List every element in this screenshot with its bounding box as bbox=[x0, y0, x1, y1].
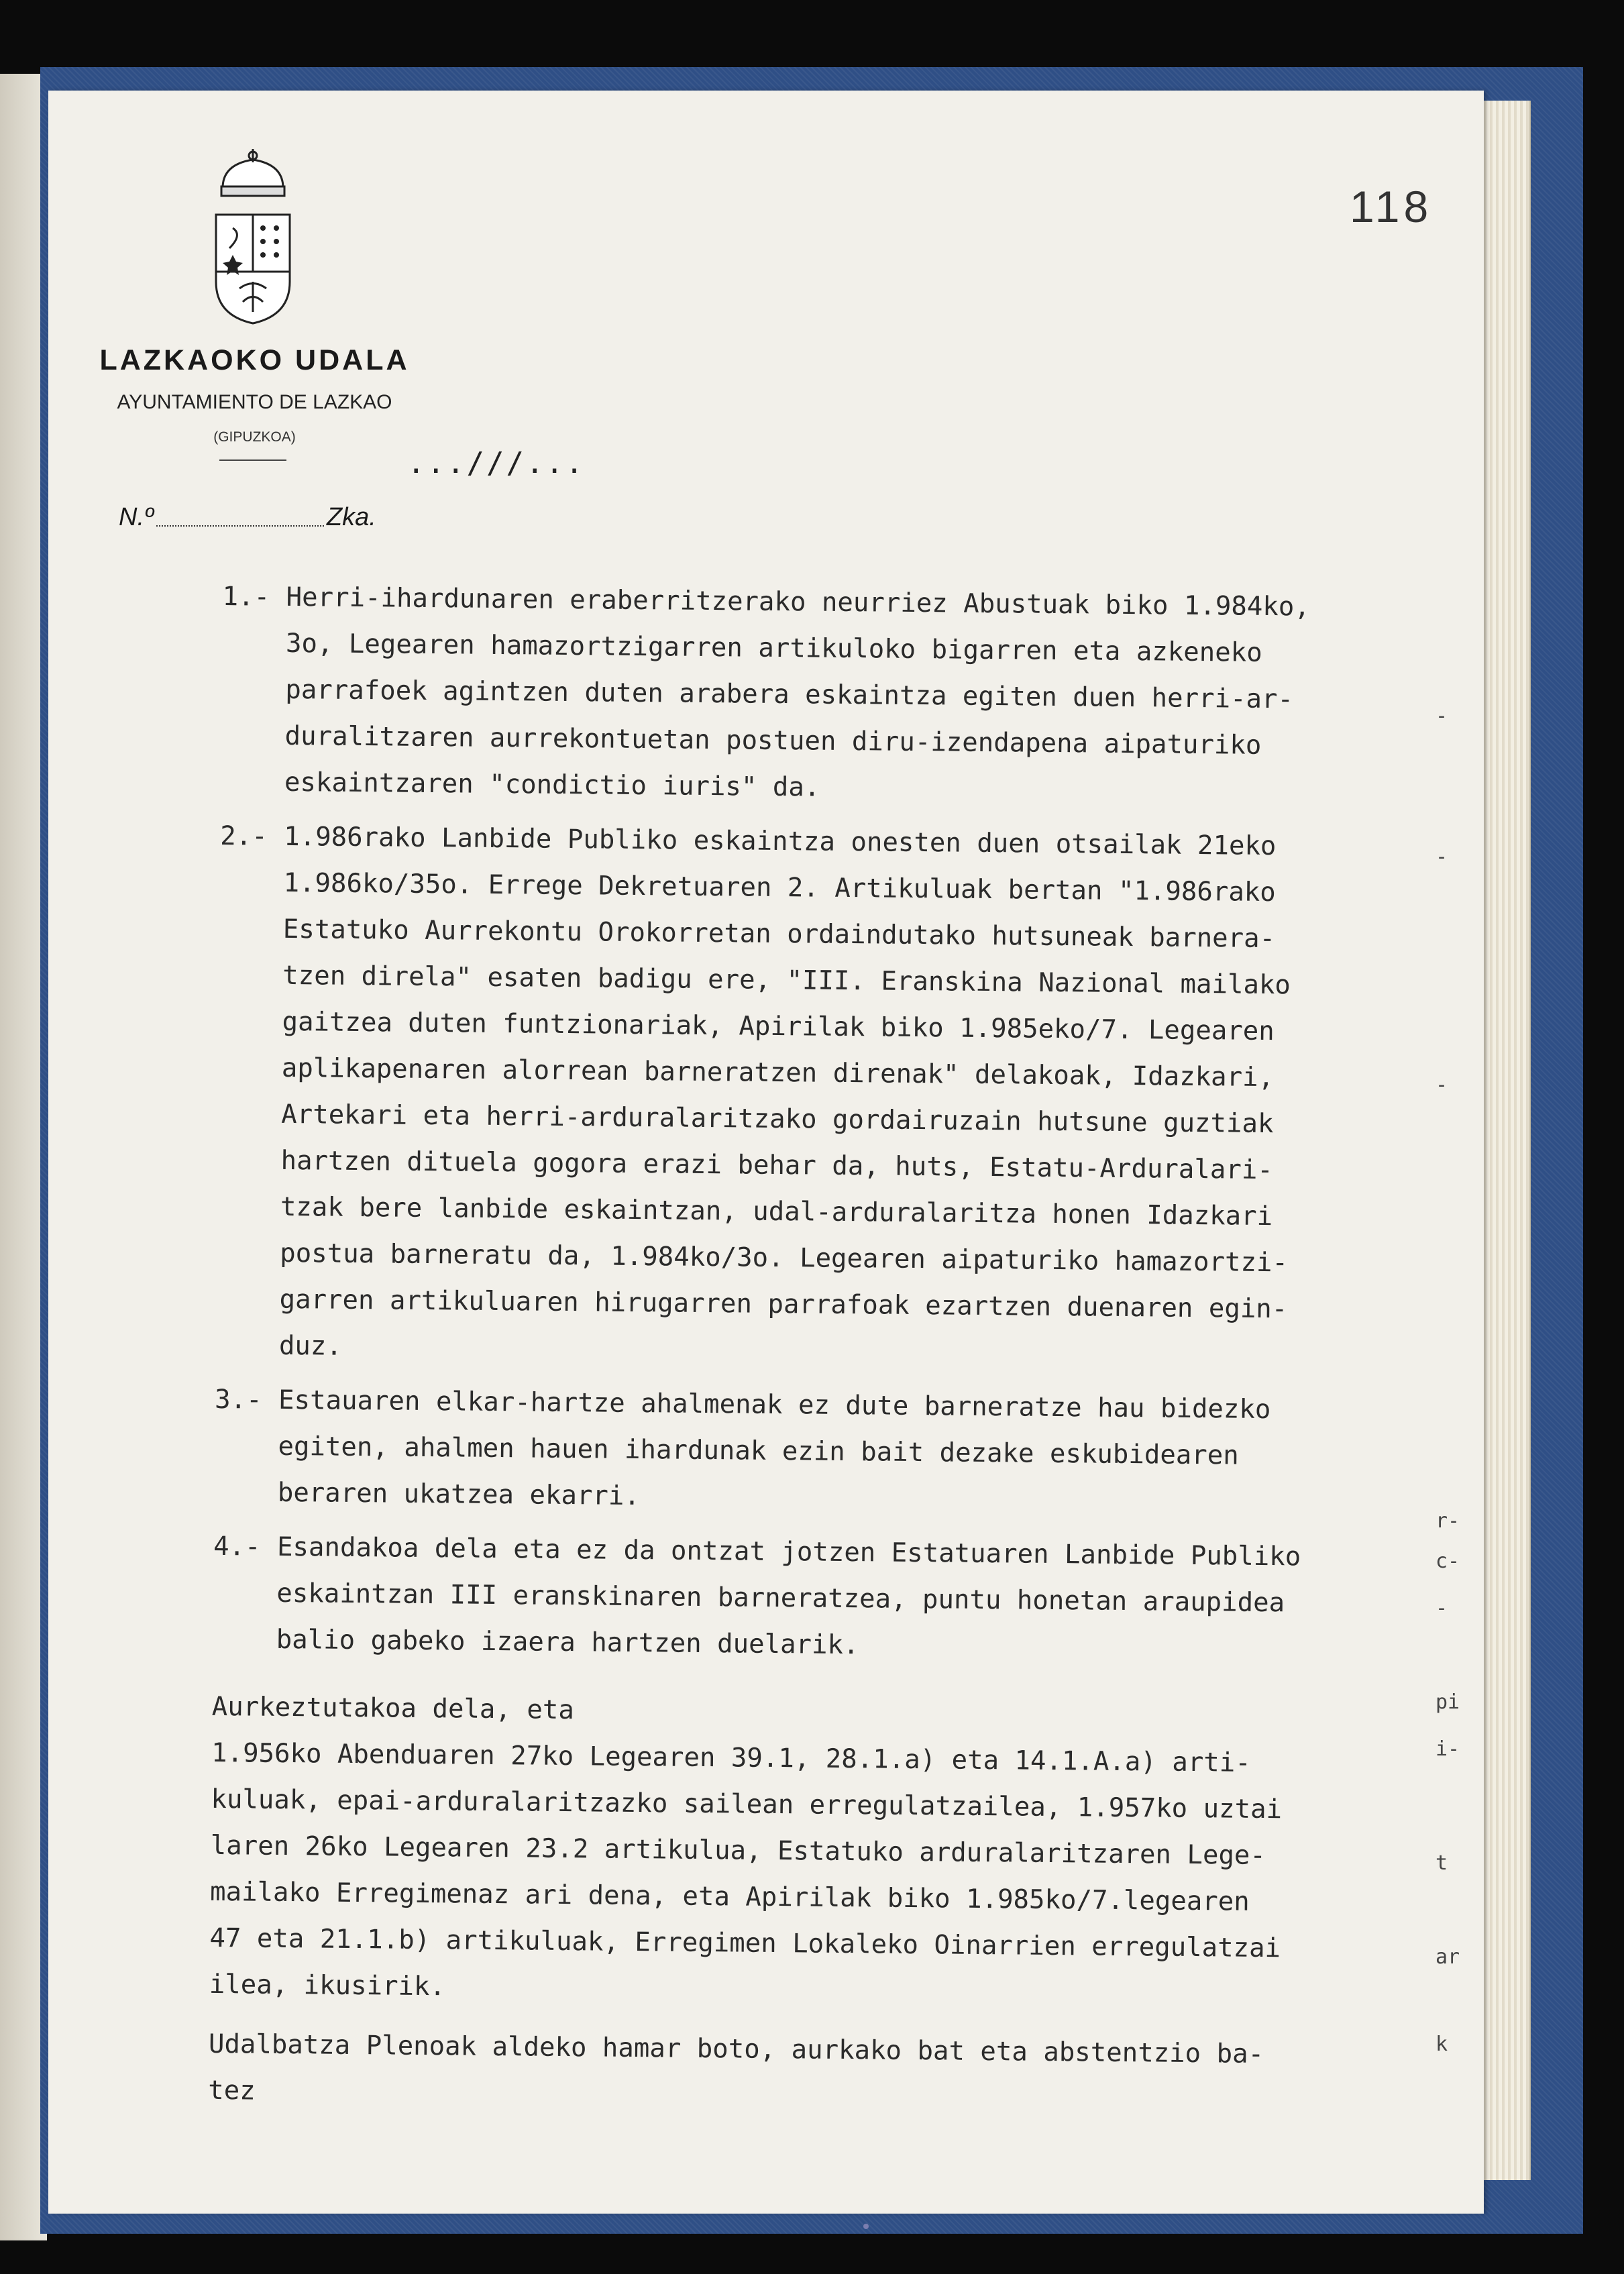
bleed-through-margin bbox=[1436, 604, 1509, 2147]
ink-speck bbox=[863, 2224, 869, 2229]
text-line: egiten, ahalmen hauen ihardunak ezin bait dezake eskubidearen bbox=[278, 1431, 1239, 1471]
municipality-subtitle: AYUNTAMIENTO DE LAZKAO bbox=[117, 391, 392, 413]
page-number: 118 bbox=[1350, 182, 1433, 231]
text-line: ilea, ikusirik. bbox=[209, 1969, 446, 2002]
item-number: 1.- bbox=[222, 581, 270, 612]
vote-line: tez bbox=[208, 2075, 256, 2106]
text-line: eskaintzan III eranskinaren barneratzea, puntu honetan araupidea bbox=[276, 1578, 1285, 1619]
text-line: hartzen dituela gogora erazi behar da, huts, Estatu-Arduralari- bbox=[280, 1145, 1273, 1186]
text-line: 1.986ko/35o. Errege Dekretuaren 2. Artikuluak bertan "1.986rako bbox=[283, 867, 1276, 908]
text-line: mailako Erregimenaz ari dena, eta Apirilak biko 1.985ko/7.legearen bbox=[209, 1876, 1250, 1917]
province-label: (GIPUZKOA) bbox=[213, 429, 296, 445]
document-page bbox=[48, 91, 1484, 2214]
text-line: tzen direla" esaten badigu ere, "III. Eranskina Nazional mailako bbox=[282, 960, 1291, 1001]
text-line: 3o, Legearen hamazortzigarren artikuloko bigarren eta azkeneko bbox=[285, 628, 1262, 668]
text-line: kuluak, epai-arduralaritzazko sailean erregulatzailea, 1.957ko uztai bbox=[211, 1784, 1283, 1825]
text-line: Herri-ihardunaren eraberritzerako neurriez Abustuak biko 1.984ko, bbox=[286, 582, 1311, 622]
margin-fragment: ar bbox=[1436, 1945, 1460, 1969]
item-number: 3.- bbox=[214, 1384, 262, 1415]
reference-blank bbox=[156, 525, 324, 527]
document-body bbox=[208, 574, 1511, 2126]
margin-fragment: - bbox=[1436, 704, 1448, 728]
margin-fragment: t bbox=[1436, 1851, 1448, 1875]
conclusion-block bbox=[208, 1684, 1500, 2126]
reference-suffix: Zka. bbox=[326, 503, 376, 531]
text-line: gaitzea duten funtzionariak, Apirilak biko 1.985eko/7. Legearen bbox=[282, 1006, 1275, 1047]
item-number: 4.- bbox=[213, 1531, 261, 1562]
margin-fragment: k bbox=[1436, 2033, 1448, 2056]
text-line: laren 26ko Legearen 23.2 artikulua, Estatuko arduralaritzaren Lege- bbox=[210, 1830, 1266, 1872]
vote-line: Udalbatza Plenoak aldeko hamar boto, aurkako bat eta abstentzio ba- bbox=[208, 2028, 1264, 2069]
text-line: duz. bbox=[278, 1330, 343, 1362]
text-line: parrafoek agintzen duten arabera eskaintza egiten duen herri-ar- bbox=[285, 674, 1294, 715]
numbered-item-4 bbox=[212, 1523, 1501, 1674]
margin-fragment: i- bbox=[1436, 1737, 1460, 1761]
continuation-mark: ...///... bbox=[407, 446, 586, 480]
numbered-item-3 bbox=[214, 1376, 1503, 1527]
text-line: Artekari eta herri-arduralaritzako gordairuzain hutsune guztiak bbox=[281, 1099, 1274, 1140]
municipality-name: LAZKAOKO UDALA bbox=[99, 344, 410, 376]
text-line: 1.956ko Abenduaren 27ko Legearen 39.1, 28.1.a) eta 14.1.A.a) arti- bbox=[211, 1737, 1251, 1778]
text-line: eskaintzaren "condictio iuris" da. bbox=[284, 767, 820, 803]
text-line: garren artikuluaren hirugarren parrafoak ezartzen duenaren egin- bbox=[279, 1284, 1288, 1325]
text-line: balio gabeko izaera hartzen duelarik. bbox=[276, 1624, 859, 1661]
margin-fragment: pi bbox=[1436, 1690, 1460, 1714]
numbered-item-2 bbox=[215, 813, 1509, 1380]
margin-fragment: r- bbox=[1436, 1509, 1460, 1533]
text-line: aplikapenaren alorrean barneratzen direnak" delakoak, Idazkari, bbox=[281, 1052, 1275, 1093]
reference-number-line bbox=[119, 503, 376, 532]
coat-of-arms-icon bbox=[203, 148, 303, 329]
margin-fragment: - bbox=[1436, 1596, 1448, 1620]
conclusion-intro: Aurkeztutakoa dela, eta bbox=[211, 1691, 575, 1726]
header-divider bbox=[219, 459, 286, 461]
text-line: 1.986rako Lanbide Publiko eskaintza onesten duen otsailak 21eko bbox=[284, 821, 1277, 862]
text-line: tzak bere lanbide eskaintzan, udal-arduralaritza honen Idazkari bbox=[280, 1191, 1273, 1232]
text-line: Estauaren elkar-hartze ahalmenak ez dute barneratze hau bidezko bbox=[278, 1385, 1271, 1425]
reference-prefix: N.º bbox=[119, 503, 154, 531]
margin-fragment: c- bbox=[1436, 1550, 1460, 1573]
text-line: postua barneratu da, 1.984ko/3o. Legearen aipaturiko hamazortzi- bbox=[280, 1238, 1289, 1279]
numbered-item-1 bbox=[221, 574, 1511, 817]
text-line: Estatuko Aurrekontu Orokorretan ordaindutako hutsuneak barnera- bbox=[282, 914, 1276, 955]
text-line: 47 eta 21.1.b) artikuluak, Erregimen Lokaleko Oinarrien erregulatzai bbox=[209, 1923, 1281, 1964]
item-number: 2.- bbox=[220, 820, 268, 852]
text-line: Esandakoa dela eta ez da ontzat jotzen Estatuaren Lanbide Publiko bbox=[276, 1531, 1301, 1572]
text-line: beraren ukatzea ekarri. bbox=[277, 1477, 641, 1512]
margin-fragment: - bbox=[1436, 845, 1448, 869]
margin-fragment: - bbox=[1436, 1073, 1448, 1097]
text-line: duralitzaren aurrekontuetan postuen diru-izendapena aipaturiko bbox=[284, 720, 1262, 761]
